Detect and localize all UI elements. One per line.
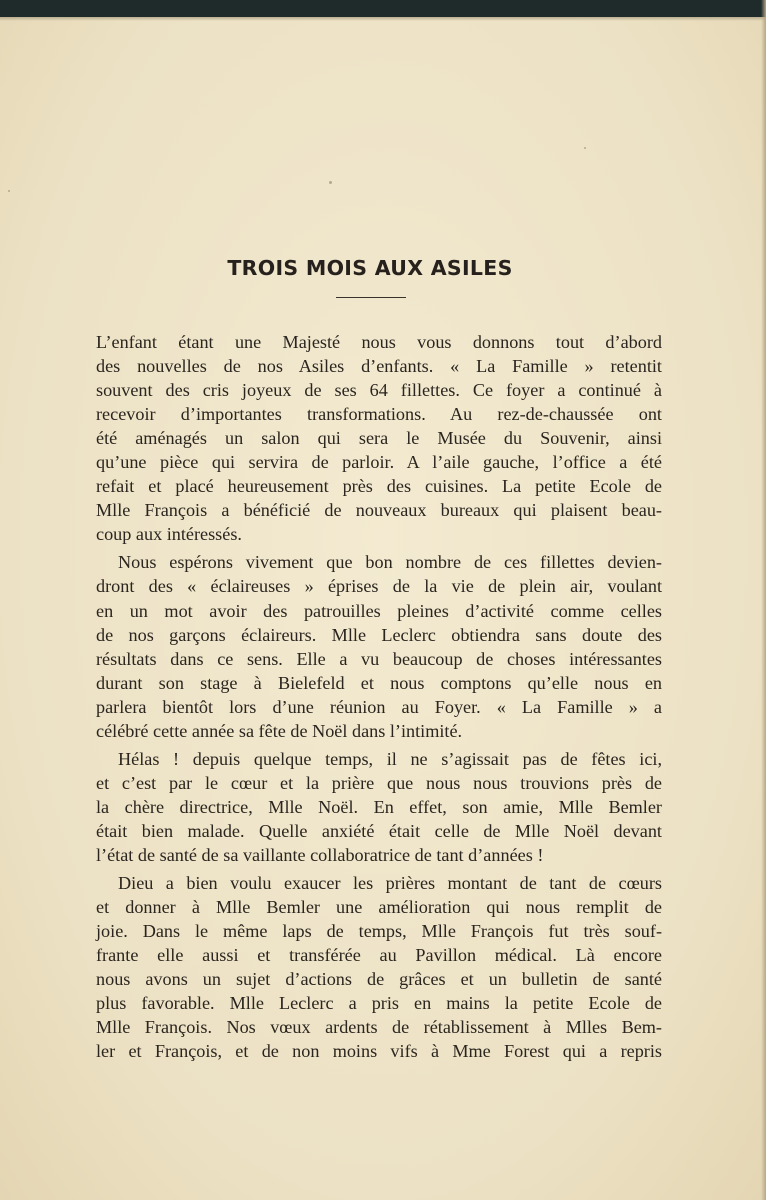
text-line: la chère directrice, Mlle Noël. En effet, son amie, Mlle Bemler bbox=[96, 796, 662, 817]
text-line: Dieu a bien voulu exaucer les prières montant de tant de cœurs bbox=[118, 873, 662, 894]
text-line: refait et placé heureusement près des cuisines. La petite Ecole de bbox=[96, 476, 662, 497]
text-line: l’état de santé de sa vaillante collaboratrice de tant d’années ! bbox=[96, 844, 544, 865]
text-line: ler et François, et de non moins vifs à Mme Forest qui a repris bbox=[96, 1041, 662, 1062]
text-line: plus favorable. Mlle Leclerc a pris en mains la petite Ecole de bbox=[96, 993, 662, 1014]
scan-top-border bbox=[0, 0, 766, 17]
text-line: souvent des cris joyeux de ses 64 fillettes. Ce foyer a continué à bbox=[96, 380, 662, 401]
text-line: était bien malade. Quelle anxiété était celle de Mlle Noël devant bbox=[96, 820, 662, 841]
text-line: Mlle François a bénéficié de nouveaux bureaux qui plaisent beau- bbox=[96, 500, 662, 521]
text-line: en un mot avoir des patrouilles pleines d’activité comme celles bbox=[96, 600, 662, 621]
text-line: durant son stage à Bielefeld et nous comptons qu’elle nous en bbox=[96, 672, 662, 693]
paragraph-3 bbox=[96, 747, 662, 867]
paper-speck bbox=[329, 181, 332, 184]
text-line: Nous espérons vivement que bon nombre de ces fillettes devien- bbox=[118, 552, 662, 573]
text-line: parlera bientôt lors d’une réunion au Foyer. « La Famille » a bbox=[96, 696, 662, 717]
article-title: TROIS MOIS AUX ASILES bbox=[227, 256, 513, 280]
paragraph-2 bbox=[96, 550, 662, 742]
text-line: joie. Dans le même laps de temps, Mlle François fut très souf- bbox=[96, 921, 662, 942]
paragraph-4 bbox=[96, 871, 662, 1063]
text-line: frante elle aussi et transférée au Pavillon médical. Là encore bbox=[96, 945, 662, 966]
text-line: qu’une pièce qui servira de parloir. A l’aile gauche, l’office a été bbox=[96, 452, 662, 473]
paper-speck bbox=[8, 190, 10, 192]
text-line: recevoir d’importantes transformations. Au rez-de-chaussée ont bbox=[96, 404, 662, 425]
scan-top-shadow bbox=[0, 17, 766, 21]
text-line: coup aux intéressés. bbox=[96, 524, 242, 545]
text-line: célébré cette année sa fête de Noël dans l’intimité. bbox=[96, 720, 463, 741]
text-line: Hélas ! depuis quelque temps, il ne s’agissait pas de fêtes ici, bbox=[118, 748, 662, 769]
text-line: nous avons un sujet d’actions de grâces et un bulletin de santé bbox=[96, 969, 662, 990]
scan-right-shadow bbox=[761, 0, 766, 1200]
text-line: de nos garçons éclaireurs. Mlle Leclerc obtiendra sans doute des bbox=[96, 624, 662, 645]
paragraph-1 bbox=[96, 330, 662, 546]
text-line: résultats dans ce sens. Elle a vu beaucoup de choses intéressantes bbox=[96, 648, 662, 669]
text-line: des nouvelles de nos Asiles d’enfants. « La Famille » retentit bbox=[96, 356, 662, 377]
text-line: et c’est par le cœur et la prière que nous nous trouvions près de bbox=[96, 772, 662, 793]
text-line: dront des « éclaireuses » éprises de la vie de plein air, voulant bbox=[96, 576, 662, 597]
text-line: Mlle François. Nos vœux ardents de rétablissement à Mlles Bem- bbox=[96, 1017, 662, 1038]
text-line: été aménagés un salon qui sera le Musée du Souvenir, ainsi bbox=[96, 428, 662, 449]
text-line: et donner à Mlle Bemler une amélioration qui nous remplit de bbox=[96, 897, 662, 918]
article-body bbox=[96, 330, 662, 1067]
title-underline-rule bbox=[336, 297, 406, 298]
text-line: L’enfant étant une Majesté nous vous donnons tout d’abord bbox=[96, 332, 662, 352]
paper-speck bbox=[584, 147, 586, 149]
